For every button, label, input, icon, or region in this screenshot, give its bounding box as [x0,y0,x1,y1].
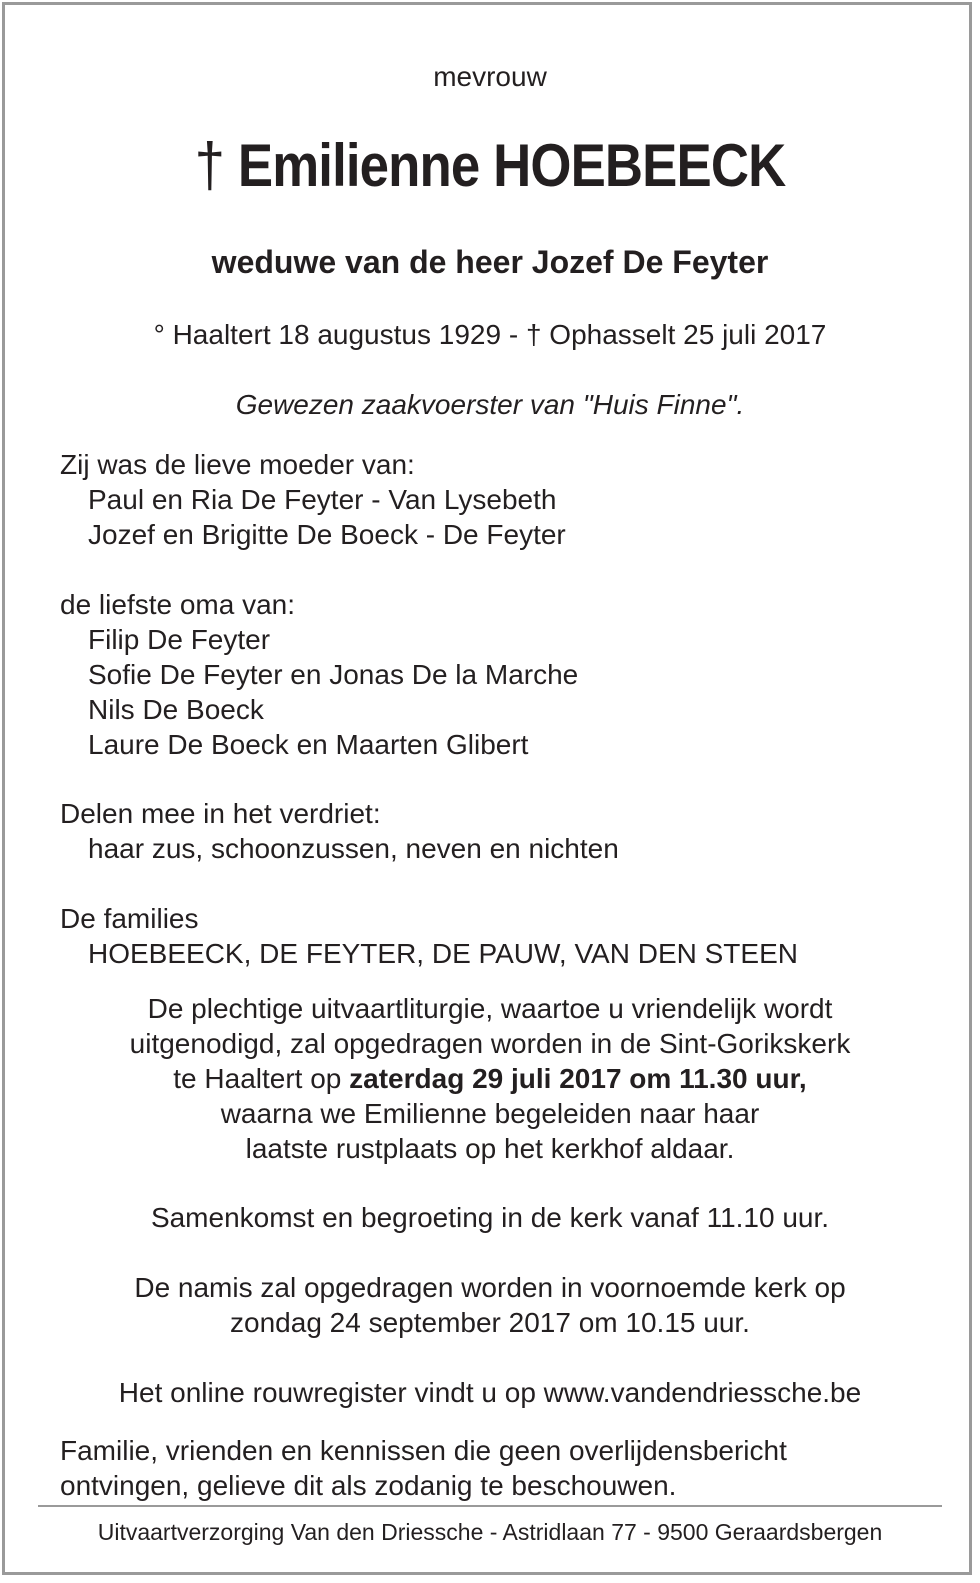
list-item: Paul en Ria De Feyter - Van Lysebeth [88,484,557,515]
notice-line: ontvingen, gelieve dit als zodanig te beschouwen. [60,1470,677,1501]
title-prefix: mevrouw [433,61,547,92]
gathering-info: Samenkomst en begroeting in de kerk vanaf 11.10 uur. [150,1202,830,1233]
footer: Uitvaartverzorging Van den Driessche - Astridlaan 77 - 9500 Geraardsbergen [97,1519,883,1545]
widow-of: weduwe van de heer Jozef De Feyter [211,244,769,280]
families-intro: De families [60,903,199,934]
deceased-name: Emilienne HOEBEECK [237,132,786,199]
list-item: Laure De Boeck en Maarten Glibert [88,729,529,760]
families-section [60,901,798,971]
mourners-section [60,796,619,866]
cross-icon: † [525,319,542,350]
notice [60,1433,787,1503]
funeral-line: laatste rustplaats op het kerkhof aldaar. [245,1133,735,1164]
funeral-line [5,1061,975,1096]
occupation: Gewezen zaakvoerster van "Huis Finne". [235,389,745,420]
mourners-intro: Delen mee in het verdriet: [60,798,381,829]
children-section [60,447,566,552]
birth-death-dates [5,317,975,352]
list-item: haar zus, schoonzussen, neven en nichten [88,833,619,864]
list-item: Jozef en Brigitte De Boeck - De Feyter [88,519,566,550]
memorial-mass [5,1270,975,1340]
funeral-details [5,991,975,1166]
list-item: Sofie De Feyter en Jonas De la Marche [88,659,579,690]
cross-icon: † [194,131,225,200]
deceased-name-line [63,129,917,203]
funeral-datetime: zaterdag 29 juli 2017 om 11.30 uur, [349,1063,807,1094]
online-register: Het online rouwregister vindt u op www.vandendriessche.be [118,1377,862,1408]
grandchildren-section [60,587,578,762]
death-date: Ophasselt 25 juli 2017 [549,319,827,350]
death-notice [2,2,972,1575]
list-item: Nils De Boeck [88,694,264,725]
funeral-line: uitgenodigd, zal opgedragen worden in de Sint-Gorikskerk [129,1028,851,1059]
children-intro: Zij was de lieve moeder van: [60,449,415,480]
memorial-line: zondag 24 september 2017 om 10.15 uur. [230,1307,750,1338]
birth-date: ° Haaltert 18 augustus 1929 - [153,319,519,350]
memorial-line: De namis zal opgedragen worden in voornoemde kerk op [134,1272,846,1303]
funeral-line: waarna we Emilienne begeleiden naar haar [220,1098,760,1129]
notice-line: Familie, vrienden en kennissen die geen overlijdensbericht [60,1435,787,1466]
funeral-line: De plechtige uitvaartliturgie, waartoe u vriendelijk wordt [147,993,833,1024]
list-item: Filip De Feyter [88,624,271,655]
footer-divider [38,1505,942,1507]
grandchildren-intro: de liefste oma van: [60,589,296,620]
funeral-location: te Haaltert op [173,1063,342,1094]
list-item: HOEBEECK, DE FEYTER, DE PAUW, VAN DEN STEEN [88,938,798,969]
